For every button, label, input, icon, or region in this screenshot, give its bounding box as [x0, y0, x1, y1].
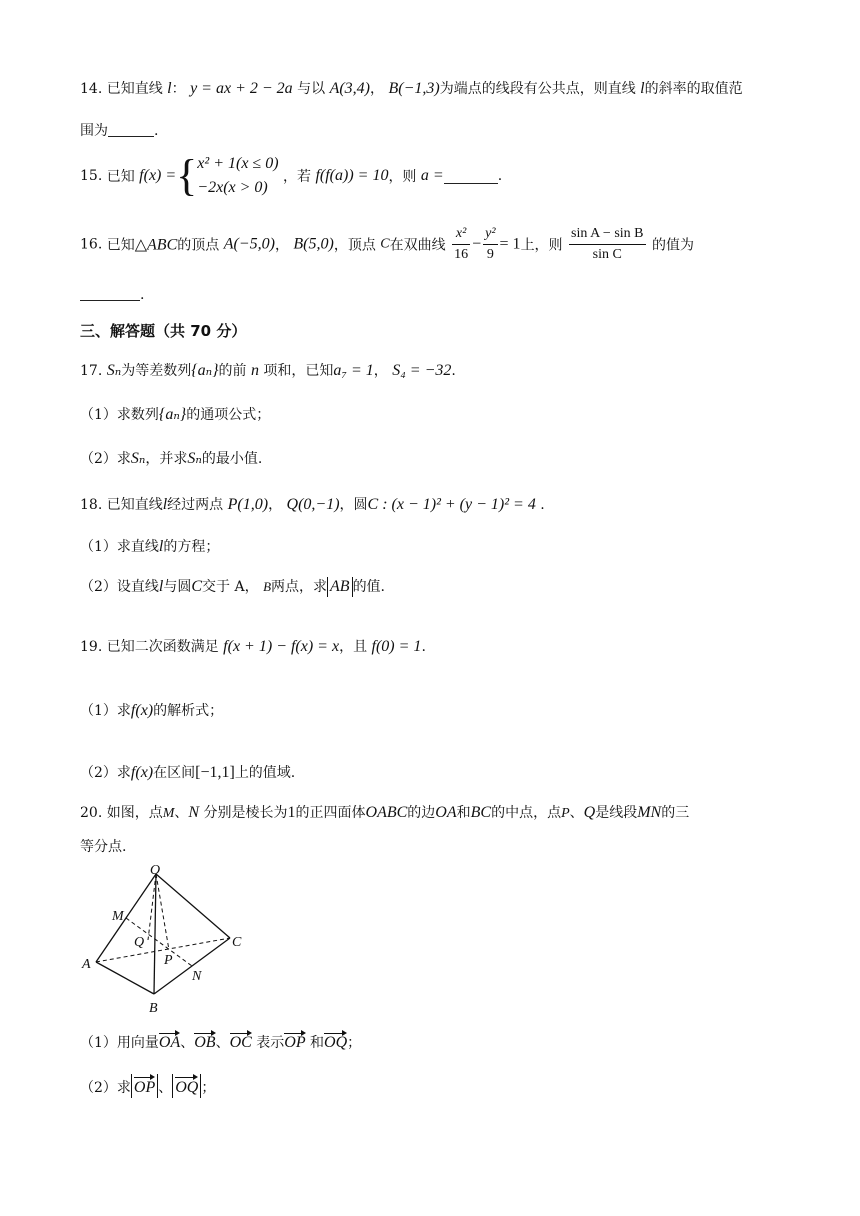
q17-part-2-text: ，并求 — [145, 451, 188, 467]
fraction-y2-9 — [483, 224, 497, 265]
question-19-part-2 — [80, 762, 295, 782]
case-1: x² + 1(x ≤ 0) — [197, 155, 279, 172]
line-equation: y = ax + 2 − 2a — [190, 80, 293, 97]
condition: f(f(a)) = 10 — [315, 167, 389, 184]
segment-mn: MN — [637, 804, 662, 821]
q20-part-2-text: （2）求 — [80, 1080, 131, 1096]
label-n: N — [192, 969, 202, 984]
question-number: 20. — [80, 805, 103, 821]
q15-text: 已知 — [106, 169, 135, 185]
q14-text: 围为 — [80, 123, 108, 139]
q20-text: 和 — [456, 805, 471, 821]
case-2: −2x(x > 0) — [197, 179, 268, 196]
point-a: A(3,4) — [329, 80, 371, 97]
q15-text: ，若 — [282, 169, 311, 185]
segment-ab: AB — [330, 578, 350, 595]
interval: [−1,1] — [195, 764, 235, 781]
label-b: B — [149, 1001, 158, 1016]
point-b: B(−1,3) — [388, 80, 440, 97]
q14-colon: ： — [171, 81, 186, 97]
label-a: A — [82, 957, 91, 972]
label-p: P — [164, 953, 173, 968]
question-17-part-2 — [80, 448, 262, 468]
edge-ac-dashed — [96, 938, 230, 962]
sum-sn: Sₙ — [187, 450, 202, 467]
brace-icon: { — [176, 151, 198, 200]
point-p: P(1,0) — [227, 496, 269, 513]
circle-c: C — [191, 578, 203, 595]
sequence-an: {aₙ} — [158, 406, 187, 423]
q17-text: 的前 — [218, 363, 247, 379]
vector-ob: OB — [194, 1030, 215, 1052]
q20-part-1-text: 表示 — [256, 1035, 285, 1051]
q14-text: 的斜率的取值范 — [644, 81, 743, 97]
q18-text: ，圆 — [339, 497, 368, 513]
separator: 、 — [174, 805, 189, 821]
separator: 、 — [215, 1035, 230, 1051]
denominator: 9 — [486, 247, 494, 262]
period: . — [497, 168, 503, 184]
question-number: 14. — [80, 81, 103, 97]
edge-length: 1 — [287, 804, 296, 821]
point-n: N — [188, 804, 200, 821]
edge-bc: BC — [470, 804, 492, 821]
q17-text: 项和，已知 — [263, 363, 334, 379]
period: . — [140, 287, 145, 303]
piecewise-cases — [197, 152, 278, 200]
separator: 、 — [180, 1035, 195, 1051]
function-fx: f(x) — [130, 764, 154, 781]
segment-op-dashed — [156, 874, 169, 950]
question-18-part-1 — [80, 536, 219, 556]
denominator: 16 — [454, 247, 469, 262]
period: . — [451, 363, 456, 379]
q18-comma: ， — [268, 497, 283, 513]
q17-part-2-text: 的最小值. — [201, 451, 263, 467]
q17-part-1-text: （1）求数列 — [80, 407, 159, 423]
q20-text: 的边 — [407, 805, 436, 821]
line-l: l — [158, 538, 164, 555]
q14-comma: ， — [370, 81, 385, 97]
q18-text: 已知直线 — [106, 497, 163, 513]
q20-part-1-text: ； — [347, 1035, 362, 1051]
point-a: A(−5,0) — [223, 235, 275, 253]
q19-part-2-text: 上的值域. — [234, 765, 296, 781]
point-m: M — [162, 806, 175, 821]
function-f: f(x) = — [139, 167, 177, 184]
question-number: 18. — [80, 497, 103, 513]
answer-blank — [108, 122, 154, 137]
q19-part-2-text: （2）求 — [80, 765, 131, 781]
q20-part-1-text: （1）用向量 — [80, 1035, 159, 1051]
question-number: 16. — [80, 236, 103, 253]
triangle-abc: △ABC — [134, 236, 178, 254]
q16-text: 在双曲线 — [389, 237, 446, 254]
question-20-part-1 — [80, 1030, 361, 1052]
q19-part-1-text: （1）求 — [80, 703, 131, 719]
point-b: B(5,0) — [293, 235, 334, 253]
q18-part-2-text: 与圆 — [163, 579, 192, 595]
tetrahedron-figure — [78, 862, 248, 1022]
minus-sign: − — [472, 235, 482, 253]
question-16-line-2 — [80, 286, 144, 303]
q18-part-1-text: 的方程； — [163, 539, 220, 555]
question-18 — [80, 494, 545, 514]
functional-equation: f(x + 1) − f(x) = x — [223, 638, 340, 655]
question-16-line-1 — [80, 224, 694, 265]
question-19-part-1 — [80, 700, 223, 720]
line-l: l — [162, 496, 168, 513]
abs-op — [131, 1074, 158, 1098]
f0-value: f(0) = 1 — [371, 638, 422, 655]
q15-text: ，则 — [388, 169, 417, 185]
line-l: l — [640, 80, 645, 97]
edge-ab-line — [96, 962, 154, 994]
q18-part-2-text: （2）设直线 — [80, 579, 159, 595]
q16-comma: ， — [274, 237, 289, 254]
numerator: sin A − sin B — [569, 224, 645, 245]
label-q: Q — [134, 935, 145, 950]
vector-oc: OC — [230, 1030, 252, 1052]
q17-part-1-text: 的通项公式； — [186, 407, 271, 423]
line-l: l — [167, 80, 172, 97]
point-p: P — [561, 806, 570, 821]
q20-part-1-text: 和 — [310, 1035, 325, 1051]
edge-ob-line — [154, 874, 156, 994]
circle-equation: C : (x − 1)² + (y − 1)² = 4 — [367, 496, 536, 513]
question-19 — [80, 636, 426, 656]
vector-oa: OA — [159, 1030, 180, 1052]
s4-value: S₄ = −32 — [392, 362, 452, 379]
question-20-line-1 — [80, 802, 689, 822]
question-15 — [80, 152, 502, 200]
question-17 — [80, 360, 456, 380]
point-q: Q(0,−1) — [286, 496, 340, 513]
question-14-line-1 — [80, 78, 743, 98]
question-number: 17. — [80, 363, 103, 379]
label-o: O — [150, 863, 161, 878]
q18-part-2-text: 两点，求 — [271, 579, 328, 595]
function-fx: f(x) — [130, 702, 154, 719]
abs-oq — [172, 1074, 201, 1098]
tetrahedron-oabc: OABC — [365, 804, 408, 821]
answer-blank — [80, 286, 140, 301]
answer-blank — [444, 169, 498, 184]
q20-text: 等分点. — [80, 839, 127, 855]
a7-value: a₇ = 1 — [333, 362, 374, 379]
fraction-sin — [569, 224, 645, 265]
line-l: l — [158, 578, 164, 595]
vector-op: OP — [134, 1074, 155, 1098]
period: . — [154, 123, 159, 139]
q14-text: 已知直线 — [106, 81, 163, 97]
q19-part-1-text: 的解析式； — [153, 703, 224, 719]
q17-text: 为等差数列 — [121, 363, 192, 379]
sum-sn: Sₙ — [106, 362, 122, 379]
period: . — [421, 639, 426, 655]
point-q: Q — [583, 804, 596, 821]
period: . — [540, 497, 545, 513]
q20-text: 如图，点 — [106, 805, 163, 821]
q16-text: 上，则 — [520, 237, 563, 254]
q17-comma: ， — [373, 363, 388, 379]
equals-one: = 1 — [499, 235, 521, 253]
vector-op: OP — [284, 1030, 305, 1052]
q18-part-2-text: 交于 A， — [202, 579, 259, 595]
question-20-line-2 — [80, 836, 126, 856]
edge-oa: OA — [435, 804, 457, 821]
q20-text: 的中点，点 — [491, 805, 562, 821]
abs-ab — [327, 577, 353, 597]
question-17-part-1 — [80, 404, 270, 424]
q14-text: 与以 — [297, 81, 326, 97]
q16-text: 的值为 — [651, 237, 694, 254]
question-number: 15. — [80, 168, 103, 184]
q20-text: 分别是棱长为 — [203, 805, 288, 821]
q18-part-1-text: （1）求直线 — [80, 539, 159, 555]
question-14-line-2 — [80, 120, 158, 140]
q18-text: 经过两点 — [167, 497, 224, 513]
label-c: C — [232, 935, 242, 950]
q19-part-2-text: 在区间 — [153, 765, 196, 781]
q16-text: ，顶点 — [333, 237, 376, 254]
q19-text: 已知二次函数满足 — [106, 639, 219, 655]
answer-a: a = — [420, 167, 444, 184]
question-18-part-2 — [80, 576, 385, 597]
sum-sn: Sₙ — [130, 450, 146, 467]
numerator: y² — [483, 224, 497, 245]
q14-text: 为端点的线段有公共点，则直线 — [439, 81, 636, 97]
q19-text: ，且 — [339, 639, 368, 655]
label-m: M — [112, 909, 124, 924]
q18-part-2-text: 的值. — [352, 579, 386, 595]
sequence-an: {aₙ} — [191, 362, 219, 379]
q16-text: 已知 — [106, 237, 135, 254]
q20-part-2-text: ； — [201, 1080, 216, 1096]
numerator: x² — [452, 224, 470, 245]
point-b: B — [263, 579, 272, 594]
section-heading: 三、解答题（共 70 分） — [80, 322, 247, 340]
n-var: n — [250, 362, 259, 379]
separator: 、 — [158, 1080, 173, 1096]
q16-text: 的顶点 — [177, 237, 220, 254]
denominator: sin C — [592, 247, 622, 262]
vector-oq: OQ — [324, 1030, 347, 1052]
fraction-x2-16 — [452, 224, 470, 265]
edge-oc-line — [156, 874, 230, 938]
vertex-c: C — [380, 236, 390, 252]
q20-text: 是线段 — [595, 805, 638, 821]
question-number: 19. — [80, 639, 103, 655]
question-20-part-2 — [80, 1074, 215, 1098]
separator: 、 — [569, 805, 584, 821]
q20-text: 的三 — [661, 805, 690, 821]
vector-oq: OQ — [175, 1074, 198, 1098]
q20-text: 的正四面体 — [295, 805, 366, 821]
q17-part-2-text: （2）求 — [80, 451, 131, 467]
